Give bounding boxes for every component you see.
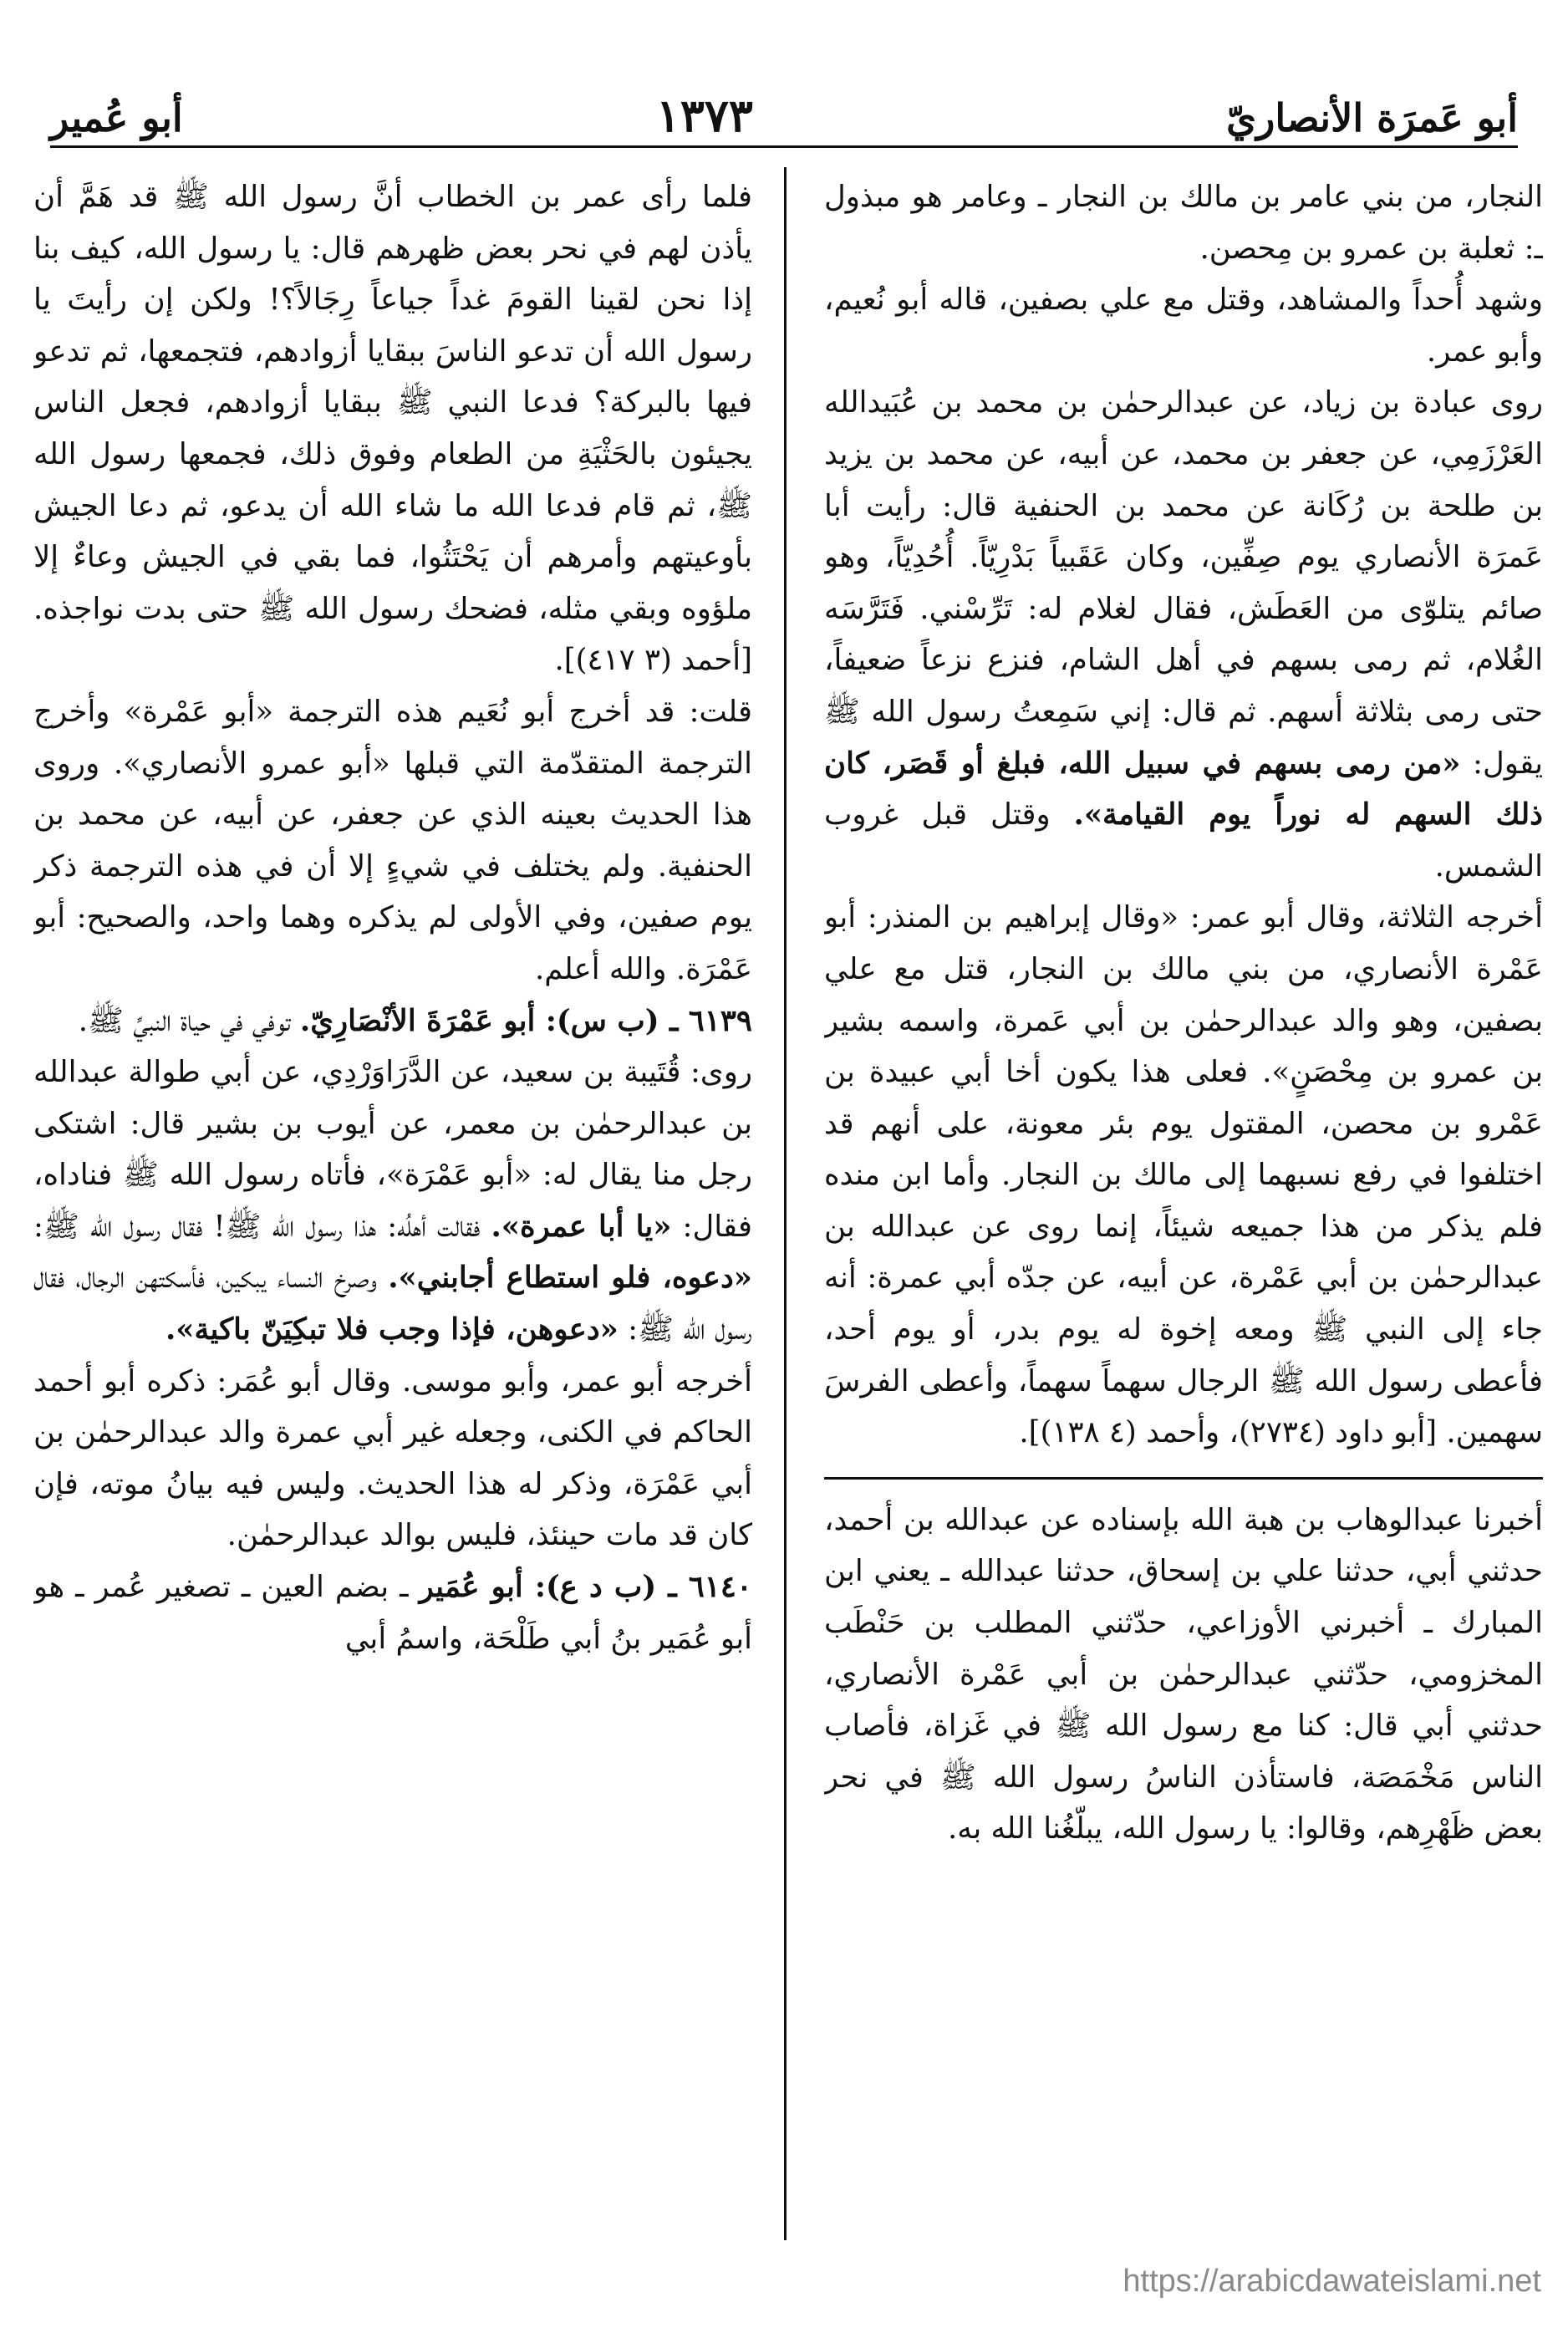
entry-text: ـ بضم العين ـ تصغير عُمر ـ هو أبو عُمَير بنُ أبي طَلْحَة، واسمُ أبي bbox=[33, 1570, 752, 1656]
entry-heading: ٦١٤٠ ـ (ب د ع): أبو عُمَير bbox=[419, 1570, 752, 1605]
paragraph: وشهد أُحداً والمشاهد، وقتل مع علي بصفين، قاله أبو نُعيم، وأبو عمر. bbox=[824, 283, 1543, 369]
paragraph-text: فقالت أهلُه: هذا رسول الله ﷺ! فقال رسول الله ﷺ: bbox=[33, 1209, 481, 1244]
paragraph: النجار، من بني عامر بن مالك بن النجار ـ وعامر هو مبذول ـ: ثعلبة بن عمرو بن مِحصن. bbox=[824, 180, 1543, 266]
running-title-left: أبو عُمير bbox=[50, 95, 183, 140]
paragraph: فلما رأى عمر بن الخطاب أنَّ رسول الله ﷺ قد هَمَّ أن يأذن لهم في نحر بعض ظهرهم قال: يا رسول الله، كيف بنا إذا نحن لقينا القومَ غداً جياعاً رِجَالاً؟! ولكن إن رأيتَ يا رسول الله أن تدعو الناسَ ببقايا أزوادهم، فتجمعها، ثم تدعو فيها بالبركة؟ فدعا النبي ﷺ ببقايا أزوادهم، فجعل الناس يجيئون بالحَثْيَةِ من الطعام وفوق ذلك، فجمعها رسول الله ﷺ، ثم قام فدعا الله ما شاء الله أن يدعو، ثم دعا الجيش بأوعيتهم وأمرهم أن يَحْتَثُوا، فما بقي في الجيش وعاءٌ إلا ملؤوه وبقي مثله، فضحك رسول الله ﷺ حتى بدت نواجذه. [أحمد (٣ ٤١٧)]. bbox=[33, 180, 752, 678]
hadith-quote: «دعوه، فلو استطاع أجابني». bbox=[388, 1261, 752, 1296]
page-header bbox=[50, 80, 1518, 148]
paragraph-text: روى عبادة بن زياد، عن عبدالرحمٰن بن محمد بن عُبَيدالله العَرْزَمِي، عن جعفر بن محمد، عن أبيه، عن محمد بن يزيد بن طلحة بن رُكَانة عن محمد بن الحنفية قال: رأيت أبا عَمرَة الأنصاري يوم صِفِّين، وكان عَقَبياً بَدْرِيّاً. أُحُدِيّاً، وهو صائم يتلوّى من العَطَش، فقال لغلام له: تَرِّسْني. فَتَرَّسَه الغُلام، ثم رمى بسهم في أهل الشام، فنزع نزعاً ضعيفاً، حتى رمى بثلاثة أسهم. ثم قال: إني سَمِعتُ رسول الله ﷺ يقول: bbox=[824, 385, 1543, 781]
running-title-right: أبو عَمرَة الأنصاريّ bbox=[1226, 95, 1518, 140]
hadith-quote: «من رمى بسهم في سبيل الله، فبلغ أو قَصَر، كان ذلك السهم له نوراً يوم القيامة». bbox=[824, 746, 1543, 833]
paragraph: أخبرنا عبدالوهاب بن هبة الله بإسناده عن عبدالله بن أحمد، حدثني أبي، حدثنا علي بن إسحاق، حدثنا عبدالله ـ يعني ابن المبارك ـ أخبرني الأوزاعي، حدّثني المطلب بن حَنْطَب المخزومي، حدّثني عبدالرحمٰن بن أبي عَمْرة الأنصاري، حدثني أبي قال: كنا مع رسول الله ﷺ في غَزاة، فأصاب الناس مَخْمَصَة، فاستأذن الناسُ رسول الله ﷺ في نحر بعض ظَهْرِهم، وقالوا: يا رسول الله، يبلّغُنا الله به. bbox=[824, 1502, 1543, 1847]
watermark-url: https://arabicdawateislami.net bbox=[1123, 2264, 1541, 2299]
entry-6140 bbox=[33, 1561, 752, 1664]
paragraph: أخرجه أبو عمر، وأبو موسى. وقال أبو عُمَر: ذكره أبو أحمد الحاكم في الكنى، وجعله غير أبي عمرة والد عبدالرحمٰن بن أبي عَمْرَة، وذكر له هذا الحديث. وليس فيه بيانُ موته، فإن كان قد مات حينئذ، فليس بوالد عبدالرحمٰن. bbox=[33, 1363, 752, 1553]
paragraph: قلت: قد أخرج أبو نُعَيم هذه الترجمة «أبو عَمْرة» وأخرج الترجمة المتقدّمة التي قبلها «أبو عمرو الأنصاري». وروى هذا الحديث بعينه الذي عن جعفر، عن أبيه، عن محمد بن الحنفية. ولم يختلف في شيءٍ إلا أن في هذه الترجمة ذكر يوم صفين، وفي الأولى لم يذكره وهما واحد، والصحيح: أبو عَمْرَة. والله أعلم. bbox=[33, 694, 752, 986]
hadith-quote: «يا أبا عمرة». bbox=[491, 1209, 672, 1244]
paragraph bbox=[33, 1047, 752, 1356]
column-divider bbox=[784, 167, 787, 2240]
paragraph-text: وصرخ النساء يبكين، فأسكتهن الرجال، فقال رسول الله ﷺ: bbox=[33, 1261, 752, 1347]
entry-text: توفي في حياة النبيِّ ﷺ. bbox=[78, 1003, 291, 1038]
paragraph-text: روى: قُتَيبة بن سعيد، عن الدَّرَاوَرْدِي، عن أبي طوالة عبدالله بن عبدالرحمٰن بن معمر، عن أيوب بن بشير قال: اشتكى رجل منا يقال له: «أبو عَمْرَة»، فأتاه رسول الله ﷺ فناداه، فقال: bbox=[33, 1055, 752, 1244]
left-column bbox=[33, 171, 752, 2328]
right-column bbox=[824, 171, 1543, 2211]
paragraph-text: وقتل قبل غروب الشمس. bbox=[824, 797, 1543, 884]
page-number: ١٣٧٣ bbox=[655, 89, 753, 142]
paragraph: أخرجه الثلاثة، وقال أبو عمر: «وقال إبراهيم بن المنذر: أبو عَمْرة الأنصاري، من بني مالك بن النجار، قتل مع علي بصفين، وهو والد عبدالرحمٰن بن أبي عَمرة، واسمه بشير بن عمرو بن مِحْصَنٍ». فعلى هذا يكون أخا أبي عبيدة بن عَمْرو بن محصن، المقتول يوم بئر معونة، على أنهم قد اختلفوا في رفع نسبهما إلى مالك بن النجار. وأما ابن منده فلم يذكر من هذا جميعه شيئاً، إنما روى عن عبدالله بن عبدالرحمٰن بن أبي عَمْرة، عن أبيه، عن جدّه أبي عمرة: أنه جاء إلى النبي ﷺ ومعه إخوة له يوم بدر، أو يوم أحد، فأعطى رسول الله ﷺ الرجال سهماً سهماً، وأعطى الفرسَ سهمين. [أبو داود (٢٧٣٤)، وأحمد (٤ ١٣٨)]. bbox=[824, 900, 1543, 1450]
entry-heading: ٦١٣٩ ـ (ب س): أبو عَمْرَةَ الأنْصَارِيّ. bbox=[299, 1003, 752, 1038]
entry-6139 bbox=[33, 996, 752, 1047]
paragraph bbox=[824, 377, 1543, 892]
section-separator bbox=[824, 1477, 1543, 1480]
hadith-quote: «دعوهن، فإذا وجب فلا تبكِيَنّ باكية». bbox=[165, 1312, 619, 1347]
